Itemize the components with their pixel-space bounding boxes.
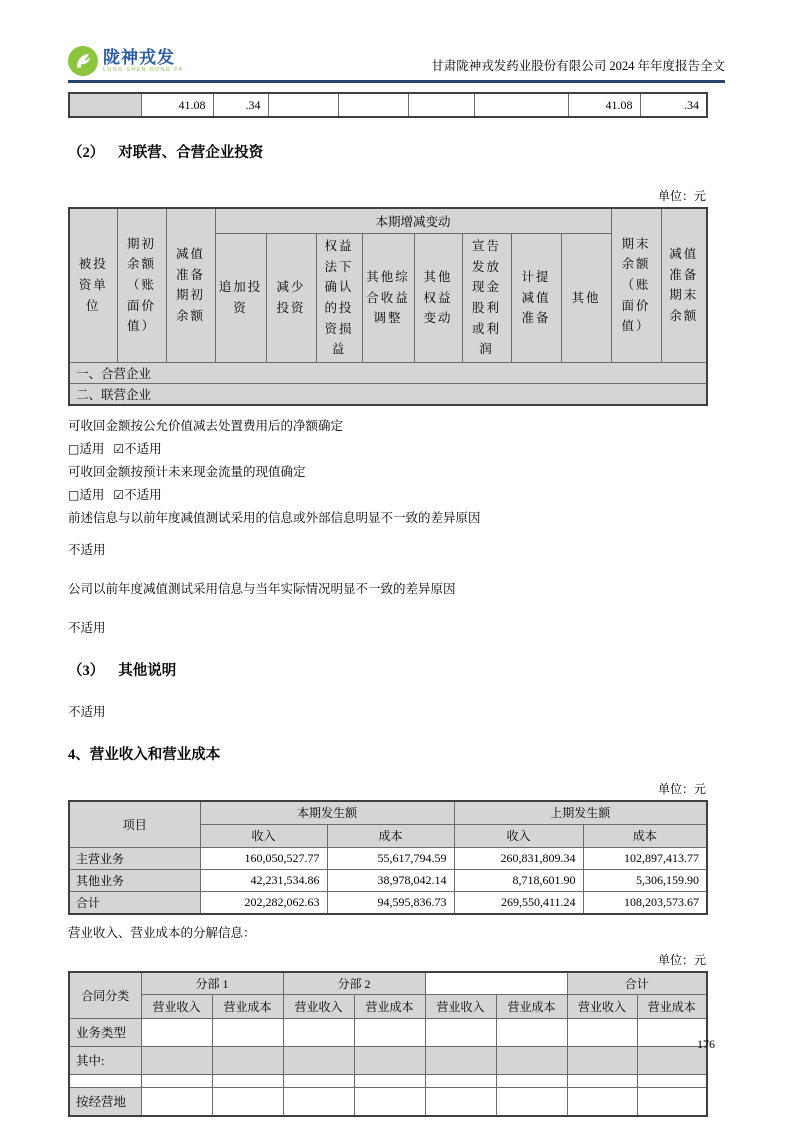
revenue-row-label: 合计: [69, 891, 200, 914]
breakdown-data-row: [69, 1087, 707, 1116]
empty-cell: [567, 1074, 637, 1087]
revenue-sub-header: 收入: [200, 824, 327, 847]
revenue-data-row: [69, 891, 707, 914]
revenue-cell: 160,050,527.77: [200, 847, 327, 869]
invest-subcol-header: 减少投资: [266, 234, 316, 363]
empty-cell: [283, 1046, 354, 1074]
revenue-group-header: 本期发生额: [200, 801, 454, 825]
breakdown-row-label: 业务类型: [69, 1018, 141, 1046]
breakdown-group-header: 分部 1: [141, 972, 283, 995]
revenue-cell: 5,306,159.90: [583, 869, 707, 891]
section4-heading: 4、营业收入和营业成本: [68, 746, 221, 763]
empty-cell: [567, 1087, 637, 1116]
doc-title: 甘肃陇神戎发药业股份有限公司 2024 年年度报告全文: [431, 59, 725, 73]
breakdown-table: [68, 971, 708, 1117]
empty-cell: [425, 1074, 496, 1087]
invest-subcol-header: 其他综合收益调整: [362, 234, 414, 363]
unit-label: 单位：元: [657, 781, 706, 796]
empty-cell: [212, 1087, 283, 1116]
empty-cell: [637, 1074, 707, 1087]
breakdown-sub-header: 营业收入: [283, 994, 354, 1018]
invest-section-row: [69, 383, 707, 405]
empty-cell: [496, 1087, 567, 1116]
breakdown-data-row: [69, 1018, 707, 1046]
invest-section-label: 一、合营企业: [69, 362, 707, 383]
breakdown-sub-header: 营业成本: [637, 994, 707, 1018]
breakdown-corner-header: 合同分类: [69, 972, 141, 1019]
breakdown-group-header: 合计: [567, 972, 707, 995]
carryover-cell: [338, 93, 408, 117]
applicability-line: [68, 484, 706, 507]
empty-cell: [141, 1046, 212, 1074]
carryover-cell: .34: [640, 93, 707, 117]
breakdown-sub-header: 营业成本: [354, 994, 425, 1018]
empty-cell: [212, 1018, 283, 1046]
section3-heading: [68, 659, 725, 680]
breakdown-note: 营业收入、营业成本的分解信息：: [68, 925, 256, 940]
brand-subtitle: LONG SHEN RONG FA: [103, 67, 184, 73]
carryover-cell: [474, 93, 568, 117]
empty-cell: [141, 1074, 212, 1087]
breakdown-group-header: 分部 2: [283, 972, 425, 995]
revenue-row-label: 其他业务: [69, 869, 200, 891]
paragraph: 可收回金额按公允价值减去处置费用后的净额确定: [68, 418, 344, 433]
section3-heading-number: （3）: [68, 662, 105, 679]
applicability-line: [68, 438, 706, 461]
invest-col-header: 期末余额（账面价值）: [611, 208, 661, 362]
breakdown-header-row-1: [69, 972, 707, 995]
invest-group-header: 本期增减变动: [215, 208, 611, 234]
breakdown-data-row: [69, 1074, 707, 1087]
paragraph: 不适用: [68, 542, 106, 557]
revenue-cell: 55,617,794.59: [327, 847, 454, 869]
revenue-cell: 108,203,573.67: [583, 891, 707, 914]
invest-subcol-header: 权益法下确认的投资损益: [316, 234, 362, 363]
empty-cell: [212, 1046, 283, 1074]
header-rule: [68, 80, 725, 83]
revenue-cell: 102,897,413.77: [583, 847, 707, 869]
paragraph: 可收回金额按预计未来现金流量的现值确定: [68, 464, 306, 479]
empty-cell: [212, 1074, 283, 1087]
logo-icon: [68, 46, 98, 76]
checkbox-unchecked-icon: □: [68, 487, 80, 502]
section2-paragraphs: [68, 415, 725, 640]
brand-name: 陇神戎发: [103, 48, 175, 67]
revenue-cell: 42,231,534.86: [200, 869, 327, 891]
empty-cell: [283, 1087, 354, 1116]
breakdown-group-header: [425, 972, 567, 995]
revenue-header-row-1: [69, 801, 707, 825]
checkbox-checked-icon: ☑: [113, 441, 125, 456]
breakdown-sub-header: 营业成本: [496, 994, 567, 1018]
invest-subcol-header: 追加投资: [215, 234, 266, 363]
invest-subcol-header: 其他权益变动: [414, 234, 462, 363]
empty-cell: [354, 1018, 425, 1046]
checkbox-label: 不适用: [124, 441, 162, 456]
breakdown-sub-header: 营业收入: [567, 994, 637, 1018]
section3-body: 不适用: [68, 704, 106, 719]
page-number: 176: [697, 1037, 715, 1051]
empty-cell: [567, 1046, 637, 1074]
revenue-table: [68, 800, 708, 915]
carryover-cell: [408, 93, 474, 117]
checkbox-label: 不适用: [124, 487, 162, 502]
revenue-cell: 38,978,042.14: [327, 869, 454, 891]
empty-cell: [283, 1074, 354, 1087]
checkbox-checked-icon: ☑: [113, 487, 125, 502]
empty-cell: [354, 1046, 425, 1074]
checkbox-unchecked-icon: □: [68, 441, 80, 456]
empty-cell: [354, 1074, 425, 1087]
empty-cell: [496, 1018, 567, 1046]
section2-heading: [68, 141, 725, 162]
breakdown-sub-header: 营业收入: [141, 994, 212, 1018]
breakdown-row-label: [69, 1074, 141, 1087]
empty-cell: [567, 1018, 637, 1046]
carryover-cell: [69, 93, 141, 117]
carryover-row: [69, 93, 707, 117]
carryover-cell: [268, 93, 338, 117]
carryover-cell: 41.08: [568, 93, 640, 117]
invest-subcol-header: 其他: [561, 234, 611, 363]
unit-label: 单位：元: [657, 952, 706, 967]
invest-subcol-header: 宣告发放现金股利或利润: [462, 234, 511, 363]
invest-col-header: 减值准备期初余额: [166, 208, 215, 362]
breakdown-sub-header: 营业成本: [212, 994, 283, 1018]
invest-subcol-header: 计提减值准备: [511, 234, 561, 363]
page-header: [68, 46, 725, 76]
empty-cell: [425, 1018, 496, 1046]
invest-section-label: 二、联营企业: [69, 383, 707, 405]
revenue-cell: 202,282,062.63: [200, 891, 327, 914]
revenue-sub-header: 成本: [583, 824, 707, 847]
revenue-data-row: [69, 847, 707, 869]
company-logo: [68, 46, 184, 76]
invest-col-header: 期初余额（账面价值）: [117, 208, 166, 362]
revenue-cell: 94,595,836.73: [327, 891, 454, 914]
empty-cell: [354, 1087, 425, 1116]
empty-cell: [141, 1018, 212, 1046]
paragraph: 不适用: [68, 620, 106, 635]
empty-cell: [637, 1087, 707, 1116]
empty-cell: [425, 1087, 496, 1116]
empty-cell: [283, 1018, 354, 1046]
invest-col-header: 减值准备期末余额: [661, 208, 707, 362]
breakdown-row-label: 其中:: [69, 1046, 141, 1074]
revenue-corner-header: 项目: [69, 801, 200, 848]
empty-cell: [141, 1087, 212, 1116]
investment-table: [68, 207, 708, 406]
revenue-sub-header: 收入: [454, 824, 583, 847]
revenue-cell: 8,718,601.90: [454, 869, 583, 891]
section2-heading-number: （2）: [68, 145, 105, 161]
section2-heading-text: 对联营、合营企业投资: [118, 145, 264, 161]
unit-label: 单位：元: [657, 189, 706, 203]
revenue-cell: 260,831,809.34: [454, 847, 583, 869]
revenue-row-label: 主营业务: [69, 847, 200, 869]
carryover-table: [68, 92, 708, 118]
checkbox-label: 适用: [79, 441, 105, 456]
breakdown-sub-header: 营业收入: [425, 994, 496, 1018]
invest-col-header: 被投资单位: [69, 208, 117, 362]
paragraph: 前述信息与以前年度减值测试采用的信息或外部信息明显不一致的差异原因: [68, 510, 481, 525]
invest-section-row: [69, 362, 707, 383]
revenue-group-header: 上期发生额: [454, 801, 707, 825]
revenue-cell: 269,550,411.24: [454, 891, 583, 914]
checkbox-label: 适用: [79, 487, 105, 502]
empty-cell: [496, 1046, 567, 1074]
empty-cell: [496, 1074, 567, 1087]
breakdown-data-row: [69, 1046, 707, 1074]
paragraph: 公司以前年度减值测试采用信息与当年实际情况明显不一致的差异原因: [68, 581, 456, 596]
carryover-cell: 41.08: [141, 93, 213, 117]
breakdown-header-row-2: [69, 994, 707, 1018]
revenue-data-row: [69, 869, 707, 891]
revenue-sub-header: 成本: [327, 824, 454, 847]
section3-heading-text: 其他说明: [118, 662, 177, 679]
carryover-cell: .34: [213, 93, 268, 117]
brand-text: [103, 49, 184, 73]
invest-header-row-1: [69, 208, 707, 234]
breakdown-row-label: 按经营地: [69, 1087, 141, 1116]
empty-cell: [425, 1046, 496, 1074]
